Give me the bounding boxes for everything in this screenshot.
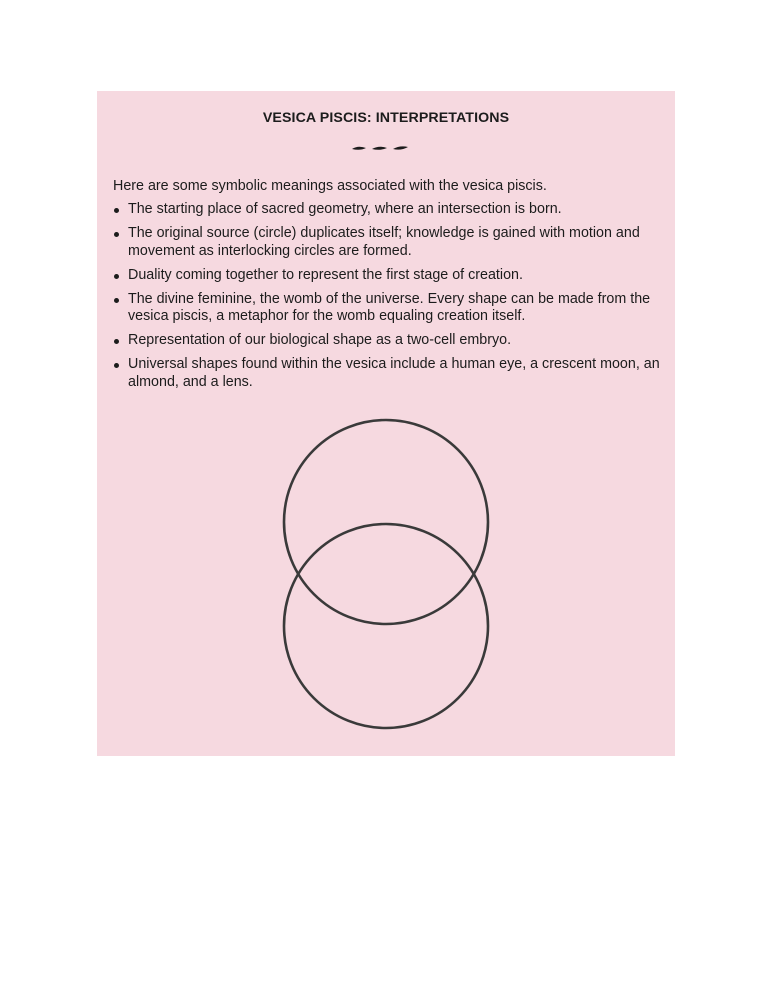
upper-circle	[284, 420, 488, 624]
three-dash-divider-icon	[348, 141, 414, 155]
meanings-list	[128, 201, 668, 398]
vesica-piscis-circles-icon	[284, 420, 488, 728]
bullet-icon	[114, 339, 119, 344]
list-item-text: Representation of our biological shape as a two-cell embryo.	[128, 332, 512, 348]
interpretations-card	[97, 91, 675, 756]
list-item	[128, 356, 668, 391]
vesica-piscis-diagram	[279, 412, 495, 738]
list-item-text: The starting place of sacred geometry, where an intersection is born.	[128, 201, 562, 217]
bullet-icon	[114, 232, 119, 237]
list-item	[128, 291, 668, 326]
page-title: VESICA PISCIS: INTERPRETATIONS	[262, 110, 510, 126]
list-item-text: Duality coming together to represent the first stage of creation.	[128, 266, 523, 283]
list-item	[128, 225, 668, 260]
bullet-icon	[114, 298, 119, 303]
list-item	[128, 201, 668, 219]
list-item-text: The divine feminine, the womb of the universe. Every shape can be made from the vesica piscis, a metaphor for the womb equaling creation itself.	[128, 290, 651, 324]
list-item	[128, 267, 668, 285]
bullet-icon	[114, 363, 119, 368]
list-item-text: Universal shapes found within the vesica include a human eye, a crescent moon, an almond, and a lens.	[128, 356, 660, 390]
lower-circle	[284, 524, 488, 728]
list-item-text: The original source (circle) duplicates itself; knowledge is gained with motion and movement as interlocking circles are formed.	[128, 225, 640, 259]
bullet-icon	[114, 208, 119, 213]
bullet-icon	[114, 274, 119, 279]
list-item	[128, 332, 668, 350]
intro-text: Here are some symbolic meanings associated with the vesica piscis.	[113, 178, 547, 194]
